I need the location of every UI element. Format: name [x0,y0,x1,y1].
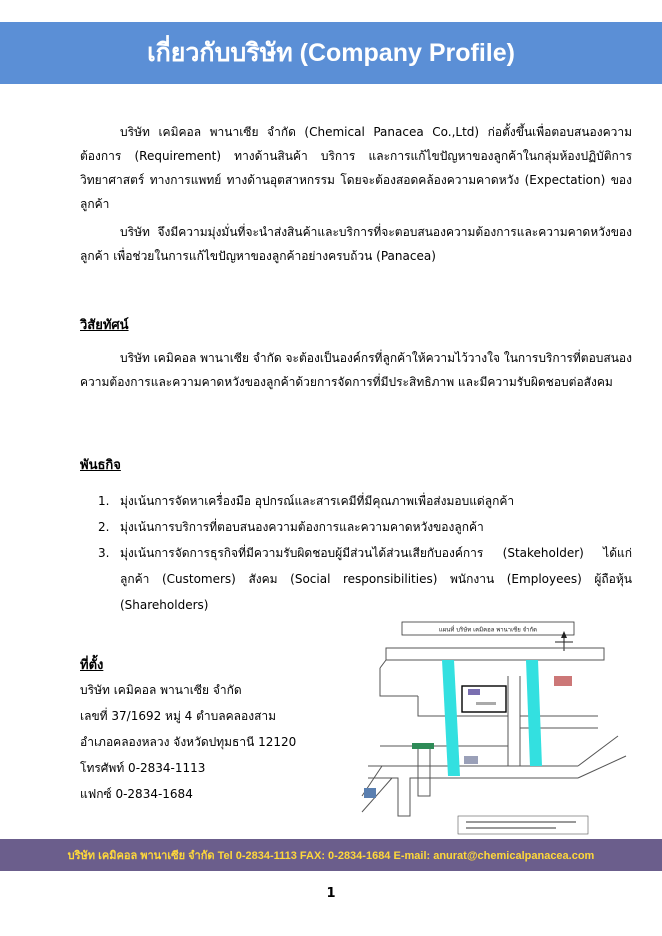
address-line: เลขที่ 37/1692 หมู่ 4 ตำบลคลองสาม [80,709,277,723]
district-line: อำเภอคลองหลวง จังหวัดปทุมธานี 12120 [80,735,297,749]
mission-item [80,540,632,618]
map-note-box [458,816,588,834]
landmark-building [464,756,478,764]
location-heading: ที่ตั้ง [80,658,104,673]
address-block [80,677,296,807]
company-name-line: บริษัท เคมิคอล พานาเซีย จำกัด [80,683,242,697]
landmark-building [554,676,572,686]
page-number: 1 [326,886,336,901]
header-banner [0,22,662,84]
intro-paragraph-2: บริษัท จึงมีความมุ่งมั่นที่จะนำส่งสินค้าและบริการที่จะตอบสนองความต้องการและความคาดหวังของลูกค้า เพื่อช่วยในการแก้ไขปัญหาของลูกค้าอย่างครบถ้วน (Panacea) [80,225,632,263]
landmark-sign [412,743,434,749]
map-background [358,616,638,838]
phone-line: โทรศัพท์ 0-2834-1113 [80,761,206,775]
mission-item-text: มุ่งเน้นการจัดการธุรกิจที่มีความรับผิดชอบผู้มีส่วนได้ส่วนเสียกับองค์การ (Stakeholder) ได้แก่ ลูกค้า (Customers) สังคม (Social responsibilities) พนักงาน (Employees) ผู้ถือหุ้น (Shareholders) [120,546,632,612]
map-title: แผนที่ บริษัท เคมิคอล พานาเซีย จำกัด [438,626,538,634]
footer-banner [0,839,662,871]
mission-item-number: 2. [98,520,110,534]
mission-item-text: มุ่งเน้นการบริการที่ตอบสนองความต้องการและความคาดหวังของลูกค้า [120,520,484,534]
vision-text: บริษัท เคมิคอล พานาเซีย จำกัด จะต้องเป็นองค์กรที่ลูกค้าให้ความไว้วางใจ ในการบริการที่ตอบสนองความต้องการและความคาดหวังของลูกค้าด้วยการจัดการที่มีประสิทธิภาพ และมีความรับผิดชอบต่อสังคม [80,351,632,389]
mission-item-number: 3. [98,546,110,560]
mission-item-number: 1. [98,494,110,508]
mission-item [80,488,632,514]
location-map [358,616,638,838]
landmark-building [364,788,376,798]
page-title: เกี่ยวกับบริษัท (Company Profile) [147,39,515,67]
company-logo-mark [468,689,480,695]
mission-item-text: มุ่งเน้นการจัดหาเครื่องมือ อุปกรณ์และสารเคมีที่มีคุณภาพเพื่อส่งมอบแด่ลูกค้า [120,494,515,508]
fax-line: แฟกซ์ 0-2834-1684 [80,787,193,801]
intro-paragraph-1: บริษัท เคมิคอล พานาเซีย จำกัด (Chemical Panacea Co.,Ltd) ก่อตั้งขึ้นเพื่อตอบสนองความต้องการ (Requirement) ทางด้านสินค้า บริการ และการแก้ไขปัญหาของลูกค้าในกลุ่มห้องปฏิบัติการวิทยาศาสตร์ ทางการแพทย์ ทางด้านอุตสาหกรรม โดยจะต้องสอดคล้องความคาดหวัง (Expectation) ของลูกค้า [80,125,632,211]
vision-heading: วิสัยทัศน์ [80,318,129,333]
mission-list [80,488,632,618]
footer-contact: บริษัท เคมิคอล พานาเซีย จำกัด Tel 0-2834-1113 FAX: 0-2834-1684 E-mail: anurat@chemicalpanacea.com [67,850,595,862]
mission-heading: พันธกิจ [80,458,121,473]
mission-item [80,514,632,540]
